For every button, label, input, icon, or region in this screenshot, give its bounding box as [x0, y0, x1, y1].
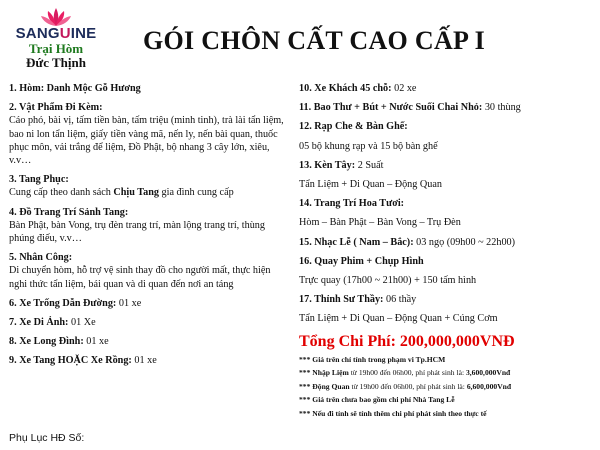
item-16-text: Trực quay (17h00 ~ 21h00) + 150 tấm hình [299, 275, 477, 287]
note-2: *** Nhập Liệm từ 19h00 đến 06h00, phí phát sinh là: 3,600,000Vnđ [299, 368, 511, 378]
item-15: 15. Nhạc Lễ ( Nam – Bắc): 03 ngọ (09h00 ~ 22h00) [299, 236, 516, 248]
item-2-heading: 2. Vật Phẩm Đi Kèm: [9, 102, 103, 114]
item-17-heading: 17. Thỉnh Sư Thầy: 06 thầy [299, 294, 417, 306]
note-4: *** Giá trên chưa bao gồm chi phí Nhà Tang Lễ [299, 395, 455, 405]
item-3-text: Cung cấp theo danh sách Chịu Tang gia đình cung cấp [9, 187, 234, 199]
brand-logo [6, 6, 106, 70]
item-13-text: Tẩn Liệm + Di Quan – Động Quan [299, 179, 442, 191]
brand-name: SANGUINE [15, 25, 97, 42]
note-5: *** Nếu đi tỉnh sẽ tính thêm chi phí phát sinh theo thực tế [299, 408, 487, 418]
page-title: GÓI CHÔN CẤT CAO CẤP I [143, 26, 485, 55]
contract-appendix-label: Phụ Lục HĐ Số: [9, 432, 85, 444]
note-1: *** Giá trên chỉ tính trong phạm vi Tp.HCM [299, 354, 446, 364]
note-3: *** Động Quan từ 19h00 đến 06h00, phí phát sinh là: 6,600,000Vnđ [299, 381, 512, 391]
item-12-heading: 12. Rạp Che & Bàn Ghế: [299, 121, 408, 133]
brand-name-secondary: Đức Thịnh [26, 55, 86, 70]
brand-subtitle: Trại Hòm [28, 41, 84, 56]
item-3-heading: 3. Tang Phục: [9, 174, 69, 186]
item-13-heading: 13. Kèn Tây: 2 Suất [299, 159, 384, 171]
item-5-text: Di chuyển hòm, hỗ trợ vệ sinh thay đồ cho người mất, thực hiện nghi thức tẩn liệm, bái quan và di quan đến nơi an táng [9, 265, 271, 290]
item-7: 7. Xe Di Ảnh: 01 Xe [9, 317, 96, 329]
item-9: 9. Xe Tang HOẶC Xe Rồng: 01 xe [9, 355, 157, 367]
left-column [9, 82, 291, 368]
item-14-text: Hòm – Bàn Phật – Bàn Vong – Trụ Đèn [299, 217, 461, 229]
total-cost: Tổng Chi Phí: 200,000,000VNĐ [299, 332, 515, 350]
item-17-text: Tẩn Liệm + Di Quan – Động Quan + Cúng Cơm [299, 313, 498, 325]
item-16-heading: 16. Quay Phim + Chụp Hình [299, 255, 424, 267]
item-10: 10. Xe Khách 45 chỗ: 02 xe [299, 83, 417, 94]
item-14-heading: 14. Trang Trí Hoa Tươi: [299, 198, 405, 210]
item-6: 6. Xe Trống Dẫn Đường: 01 xe [9, 297, 142, 309]
item-1: 1. Hòm: Danh Mộc Gỗ Hương [9, 83, 141, 94]
item-5-heading: 5. Nhân Công: [9, 252, 73, 264]
item-2-text: Cáo phó, bài vị, tấm tiền bàn, tấm triệu (minh tinh), trà lài tẩn liệm, bao ni lon tẩn liệm, giấy tiền vàng mã, nến ly, nến bài quan, thuốc phục môn, vải trắng để liệm, Đồ Phật, bộ nhang 3 cây lớn, xiêu, v.v… [9, 115, 284, 167]
item-12-text: 05 bộ khung rạp và 15 bộ bàn ghế [299, 140, 438, 152]
item-4-text: Bàn Phật, bàn Vong, trụ đèn trang trí, màn lộng trang trí, thùng phúng điếu, v.v… [9, 219, 265, 245]
right-column [299, 82, 595, 419]
item-8: 8. Xe Long Đình: 01 xe [9, 336, 109, 348]
item-11: 11. Bao Thư + Bút + Nước Suối Chai Nhỏ: 30 thùng [299, 102, 521, 114]
item-4-heading: 4. Đồ Trang Trí Sảnh Tang: [9, 206, 129, 218]
